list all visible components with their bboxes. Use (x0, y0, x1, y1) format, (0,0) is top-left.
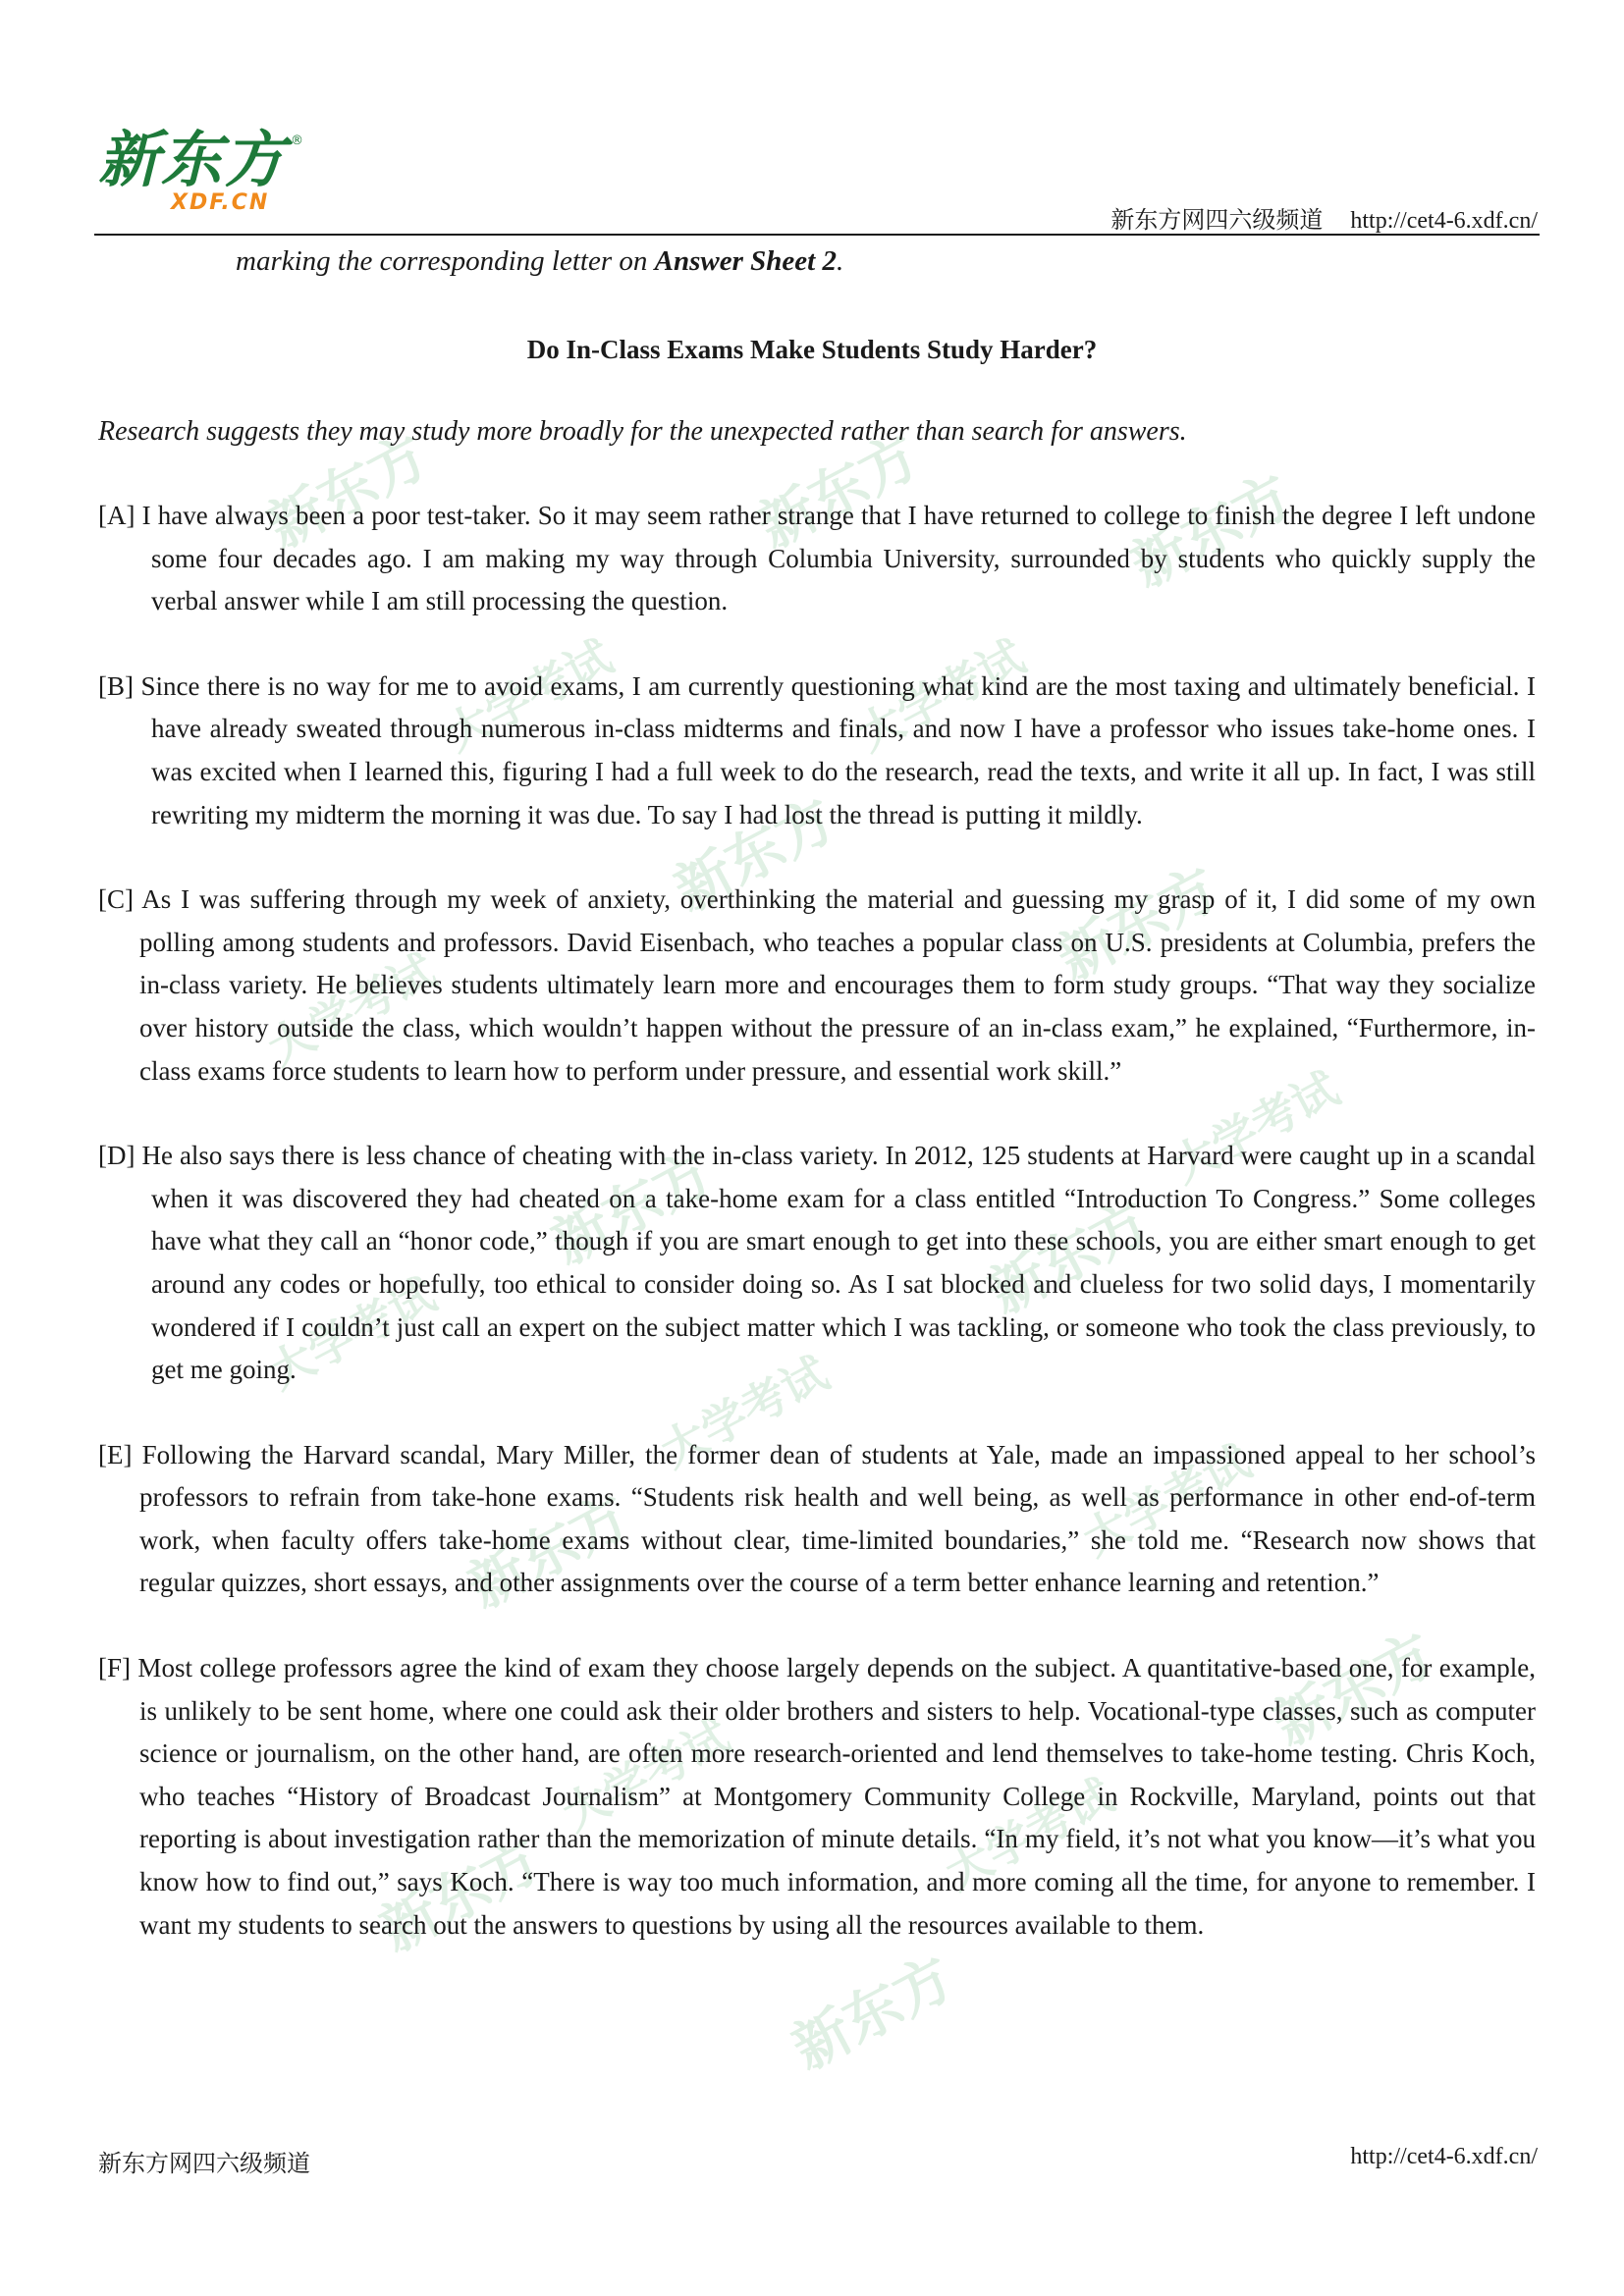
watermark-brand: 新东方 (1263, 1619, 1445, 1759)
paragraph-a: [A] I have always been a poor test-taker. So it may seem rather strange that I have returned to college to finish the degree I left undone some four decades ago. I am making my way through Columbia University, surrounded by students who quickly supply the verbal answer while I am still processing the question. (98, 501, 1536, 616)
xdf-logo (98, 124, 314, 216)
header-url[interactable]: http://cet4-6.xdf.cn/ (1350, 208, 1538, 234)
article-title: Do In-Class Exams Make Students Study Harder? (526, 335, 1098, 364)
watermark-brand: 新东方 (369, 1825, 552, 1965)
watermark-brand: 新东方 (664, 784, 846, 925)
header-info (1110, 200, 1538, 235)
watermark-brand: 新东方 (541, 1138, 724, 1278)
watermark-exam: 大学考试 (436, 629, 622, 762)
footer-url[interactable]: http://cet4-6.xdf.cn/ (1350, 2144, 1538, 2169)
watermark-brand: 新东方 (1120, 460, 1303, 601)
watermark-brand: 新东方 (978, 1187, 1161, 1327)
paragraph-e: [E] Following the Harvard scandal, Mary Miller, the former dean of students at Yale, made an impassioned appeal to her school’s professors to refrain from take-hone exams. “Students risk health and well being, as well as performance in other end-of-term work, when faculty offers take-home exams without clear, time-limited boundaries,” she told me. “Research now shows that regular quizzes, short essays, and other assignments over the course of a term better enhance learning and retention.” (98, 1439, 1536, 1598)
logo-registered-mark: ® (291, 133, 303, 148)
paragraph-d: [D] He also says there is less chance of cheating with the in-class variety. In 2012, 125 students at Harvard were caught up in a scandal when it was discovered they had cheated on a take-home exam for a class entitled “Introduction To Congress.” Some colleges have what they call an “honor code,” though if you are smart enough to get into these schools, you are either smart enough to get around any codes or hopefully, too ethical to consider doing so. As I sat blocked and clueless for two solid days, I momentarily wondered if I couldn’t just call an expert on the subject matter which I was tackling, or someone who took the class previously, to get me going. (98, 1141, 1536, 1385)
logo-sub-text: XDF.CN (171, 190, 270, 215)
watermark-brand: 新东方 (458, 1481, 640, 1622)
paragraph-f: [F] Most college professors agree the kind of exam they choose largely depends on the subject. A quantitative-based one, for example, is unlikely to be sent home, where one could ask their older brothers and sisters to help. Vocational-type classes, such as computer science or journalism, on the other hand, are often more research-oriented and lend themselves to take-home testing. Chris Koch, who teaches “History of Broadcast Journalism” at Montgomery Community College in Rockville, Maryland, points out that reporting is about investigation rather than the memorization of minute details. “In my field, it’s not what you know—it’s what you know how to find out,” says Koch. “There is way too much information, and more coming all the time, for anyone to remember. I want my students to search out the answers to questions by using all the resources available to them. (98, 1653, 1536, 1940)
paragraph-b: [B] Since there is no way for me to avoid exams, I am currently questioning what kind are the most taxing and ultimately beneficial. I have already sweated through numerous in-class midterms and finals, and now I have a professor who issues take-home ones. I was excited when I learned this, figuring I had a full week to do the research, read the texts, and write it all up. In fact, I was still rewriting my midterm the morning it was due. To say I had lost the thread is putting it mildly. (98, 670, 1536, 829)
instruction-line (236, 241, 843, 281)
instruction-suffix: . (836, 245, 844, 277)
watermark-brand: 新东方 (1047, 853, 1229, 993)
watermark-exam: 大学考试 (848, 629, 1034, 762)
watermark-exam: 大学考试 (554, 1709, 739, 1842)
watermark-brand: 新东方 (256, 421, 439, 561)
article-subtitle: Research suggests they may study more broadly for the unexpected rather than search for answers. (98, 416, 1187, 447)
watermark-exam: 大学考试 (937, 1768, 1122, 1900)
instruction-prefix: marking the corresponding letter on (236, 245, 655, 277)
watermark-brand: 新东方 (747, 421, 930, 561)
watermark-exam: 大学考试 (259, 1267, 445, 1400)
watermark-exam: 大学考试 (1163, 1061, 1348, 1194)
watermark-brand: 新东方 (782, 1943, 964, 2083)
watermark-exam: 大学考试 (259, 943, 445, 1076)
footer-channel: 新东方网四六级频道 (98, 2152, 310, 2177)
paragraph-c: [C] As I was suffering through my week of anxiety, overthinking the material and guessing my grasp of it, I did some of my own polling among students and professors. David Eisenbach, who teaches a popular class on U.S. presidents at Columbia, prefers the in-class variety. He believes students ultimately learn more and encourages them to form study groups. “That way they socialize over history outside the class, which wouldn’t happen without the pressure of an in-class exam,” he explained, “Furthermore, in-class exams force students to learn how to perform under pressure, and essential work skill.” (98, 884, 1536, 1086)
watermark-exam: 大学考试 (652, 1346, 838, 1478)
header-divider (94, 234, 1540, 236)
logo-brand-text: 新东方 (98, 124, 288, 195)
watermark-exam: 大学考试 (1074, 1434, 1260, 1567)
instruction-emphasis: Answer Sheet 2 (654, 245, 837, 277)
header-channel: 新东方网四六级频道 (1110, 208, 1324, 234)
article-body (98, 495, 1536, 1989)
